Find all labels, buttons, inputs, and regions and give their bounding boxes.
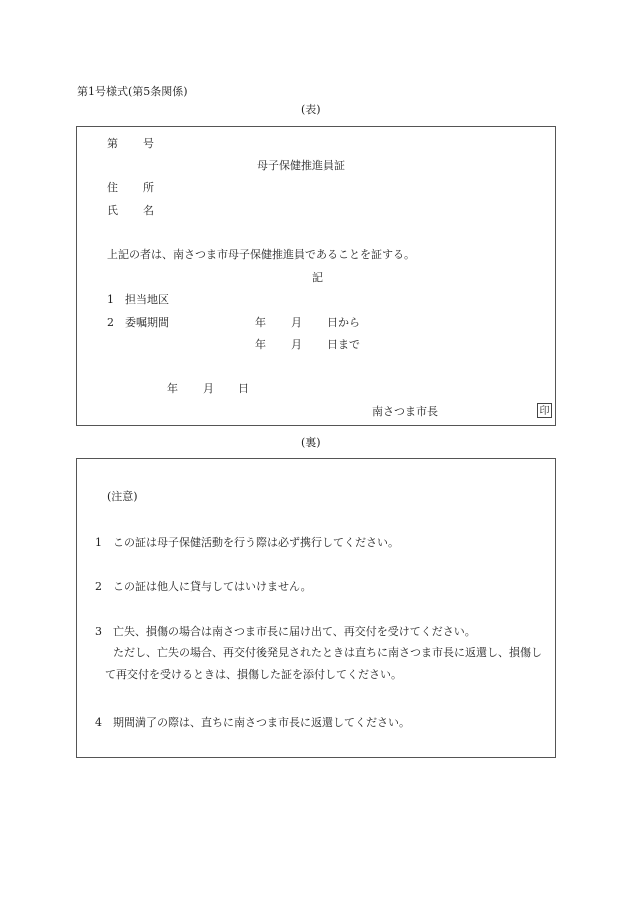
card-title: 母子保健推進員証 <box>257 159 345 172</box>
number-go: 号 <box>143 137 154 150</box>
note1-text: この証は母子保健活動を行う際は必ず携行してください。 <box>113 536 399 549</box>
item1-num: 1 <box>107 293 114 306</box>
note4-num: 4 <box>95 716 102 729</box>
note4-text: 期間満了の際は、直ちに南さつま市長に返還してください。 <box>113 716 410 729</box>
back-card <box>76 458 556 758</box>
item2-num: 2 <box>107 316 114 329</box>
name-label-a: 氏 <box>107 204 118 217</box>
address-label-b: 所 <box>143 181 154 194</box>
note1-num: 1 <box>95 536 102 549</box>
note2-num: 2 <box>95 580 102 593</box>
period-from-month: 月 <box>291 316 302 329</box>
note3-proviso: ただし、亡失の場合、再交付後発見されたときは直ちに南さつま市長に返還し、損傷して再交付を受けるときは、損傷した証を添付してください。 <box>105 646 542 681</box>
period-from-day: 日から <box>327 316 360 329</box>
number-dai: 第 <box>107 137 118 150</box>
item1-label: 担当地区 <box>125 293 169 306</box>
address-label-a: 住 <box>107 181 118 194</box>
period-from-year: 年 <box>255 316 266 329</box>
issue-year: 年 <box>167 382 178 395</box>
front-card <box>76 126 556 426</box>
period-to-month: 月 <box>291 338 302 351</box>
seal-mark: 印 <box>537 403 552 418</box>
note3-text: 亡失、損傷の場合は南さつま市長に届け出て、再交付を受けてください。 <box>113 625 476 638</box>
issue-month: 月 <box>203 382 214 395</box>
issue-day: 日 <box>238 382 249 395</box>
period-to-day: 日まで <box>327 338 360 351</box>
note2-text: この証は他人に貸与してはいけません。 <box>113 580 312 593</box>
issuer-name: 南さつま市長 <box>372 405 438 418</box>
item2-label: 委嘱期間 <box>125 316 169 329</box>
name-label-b: 名 <box>143 204 154 217</box>
front-side-label: (表) <box>301 103 321 116</box>
form-number: 第1号様式(第5条関係) <box>77 85 188 98</box>
back-side-label: (裏) <box>301 436 321 449</box>
certification-text: 上記の者は、南さつま市母子保健推進員であることを証する。 <box>107 248 415 261</box>
note3-num: 3 <box>95 625 102 638</box>
notes-title: (注意) <box>107 490 138 503</box>
ki-mark: 記 <box>312 271 323 284</box>
period-to-year: 年 <box>255 338 266 351</box>
